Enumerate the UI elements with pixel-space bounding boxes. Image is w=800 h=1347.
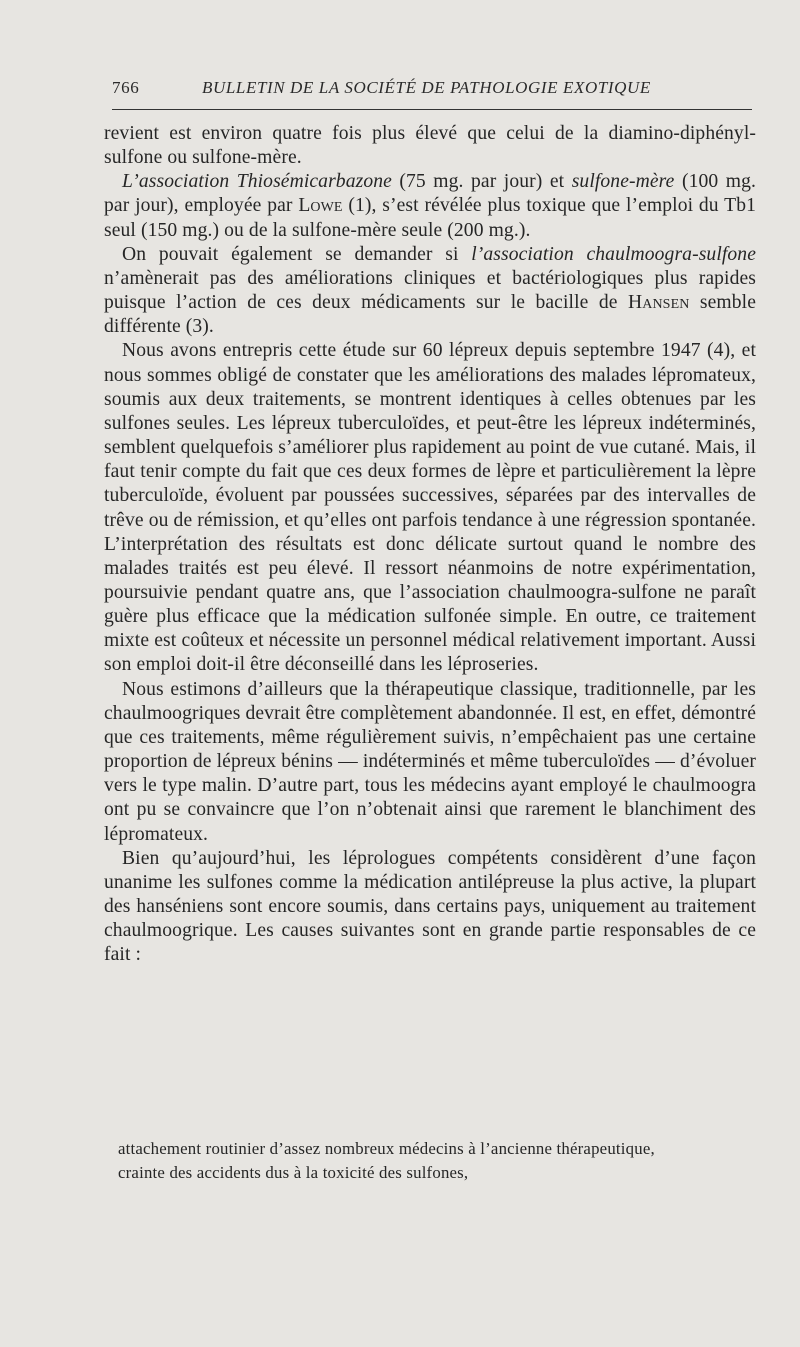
page-number: 766 [112, 78, 140, 97]
author-name: Lowe [298, 195, 343, 217]
italic-association-term: l’association chaulmoogra-sulfone [471, 243, 756, 265]
causes-list [110, 1137, 750, 1185]
article-body [104, 122, 756, 967]
paragraph-thiosemicarbazone: L’association Thiosémicarbazone (75 mg. par jour) et sulfone-mère (100 mg. par jour), employée par Lowe (1), s’est révélée plus toxique que l’emploi du Tb1 seul (150 mg.) ou de la sulfone-mère seule (200 mg.). [104, 171, 756, 241]
list-item: crainte des accidents dus à la toxicité des sulfones, [118, 1163, 469, 1182]
paragraph-chaulmoogra-association: On pouvait également se demander si l’association chaulmoogra-sulfone n’amènerait pas des améliorations cliniques et bactériologiques plus rapides puisque l’action de ces deux médicaments sur le bacille de Hansen semble différente (3). [104, 243, 756, 338]
paragraph-study: Nous avons entrepris cette étude sur 60 lépreux depuis septembre 1947 (4), et nous sommes obligé de constater que les améliorations des malades lépromateux, soumis aux deux traitements, se montrent identiques à celles obtenues par les sulfones seules. Les lépreux tuberculoïdes, et peut-être les lépreux indéterminés, semblent quelquefois s’améliorer plus rapidement au point de vue cutané. Mais, il faut tenir compte du fait que ces deux formes de lèpre et particulièrement la lèpre tuberculoïde, évoluent par poussées successives, séparées par des intervalles de trêve ou de rémission, et qu’elles ont parfois tendance à une régression spontanée. L’interprétation des résultats est donc délicate surtout quand le nombre des malades traités est peu élevé. Il ressort néanmoins de notre expérimentation, poursuivie pendant quatre ans, que l’association chaulmoogra-sulfone ne paraît guère plus efficace que la médication sulfonée simple. En outre, ce traitement mixte est coûteux et nécessite un personnel médical relativement important. Aussi son emploi doit-il être déconseillé dans les léproseries. [104, 340, 756, 676]
list-item: attachement routinier d’assez nombreux médecins à l’ancienne thérapeutique, [118, 1139, 655, 1158]
running-title: BULLETIN DE LA SOCIÉTÉ DE PATHOLOGIE EXOTIQUE [202, 78, 651, 97]
italic-association-term: L’association Thiosémicarbazone [122, 171, 392, 193]
paragraph-classic-therapy: Nous estimons d’ailleurs que la thérapeutique classique, traditionnelle, par les chaulmoogriques devrait être complètement abandonnée. Il est, en effet, démontré que ces traitements, même régulièrement suivis, n’empêchaient pas une certaine proportion de lépreux bénins — indéterminés et même tuberculoïdes — d’évoluer vers le type malin. D’autre part, tous les médecins ayant employé le chaulmoogra ont pu se convaincre que l’on n’obtenait ainsi que rarement le blanchiment des lépromateux. [104, 678, 756, 845]
paragraph-continuation: revient est environ quatre fois plus élevé que celui de la diamino-diphényl-sulfone ou sulfone-mère. [104, 123, 756, 169]
italic-sulfone-term: sulfone-mère [571, 171, 675, 193]
header-rule [112, 109, 752, 110]
author-name: Hansen [628, 292, 690, 314]
paragraph-causes: Bien qu’aujourd’hui, les léprologues compétents considèrent d’une façon unanime les sulfones comme la médication antilépreuse la plus active, la plupart des hanséniens sont encore soumis, dans certains pays, uniquement au traitement chaulmoogrique. Les causes suivantes sont en grande partie responsables de ce fait : [104, 847, 756, 966]
